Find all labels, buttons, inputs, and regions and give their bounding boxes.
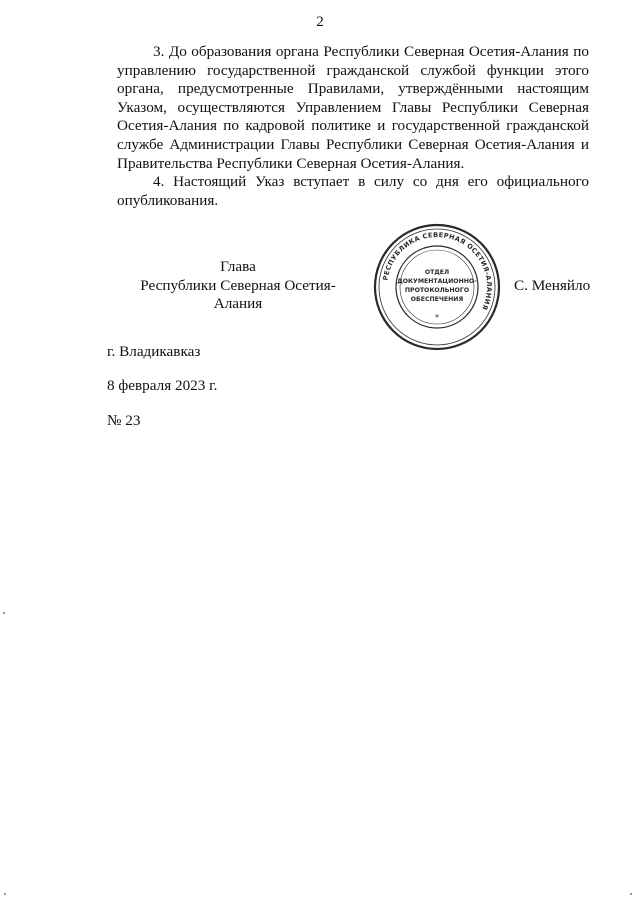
paragraph-4: 4. Настоящий Указ вступает в силу со дня его официального опубликования.: [117, 173, 589, 209]
signatory-name: С. Меняйло: [514, 277, 591, 294]
decree-number: № 23: [107, 412, 141, 429]
scan-speck: [3, 612, 5, 614]
seal-star-icon: *: [435, 313, 439, 322]
seal-center-line1: ОТДЕЛ: [424, 269, 450, 276]
issue-date: 8 февраля 2023 г.: [107, 377, 218, 394]
scan-speck: [630, 893, 632, 895]
issue-city: г. Владикавказ: [107, 343, 201, 360]
seal-center-line2: ДОКУМЕНТАЦИОННО-: [397, 278, 477, 285]
seal-center-line4: ОБЕСПЕЧЕНИЯ: [410, 296, 464, 303]
page-number: 2: [316, 14, 324, 30]
scan-speck: [4, 893, 6, 895]
seal-center-line3: ПРОТОКОЛЬНОГО: [404, 287, 470, 294]
signatory-title-line1: Глава: [220, 258, 256, 275]
seal-outer-text: РЕСПУБЛИКА СЕВЕРНАЯ ОСЕТИЯ-АЛАНИЯ: [381, 230, 494, 312]
official-seal: [372, 222, 502, 352]
signatory-title-line2: Республики Северная Осетия-Алания: [140, 277, 336, 312]
paragraph-3: 3. До образования органа Республики Северная Осетия-Алания по управлению государственной гражданской службой функции этого органа, предусмотренные Правилами, утверждёнными настоящим Указом, осуществляются Управлением Главы Республики Северная Осетия-Алания по кадровой политике и государственной гражданской службе Администрации Главы Республики Северная Осетия-Алания и Правительства Республики Северная Осетия-Алания.: [117, 43, 589, 172]
